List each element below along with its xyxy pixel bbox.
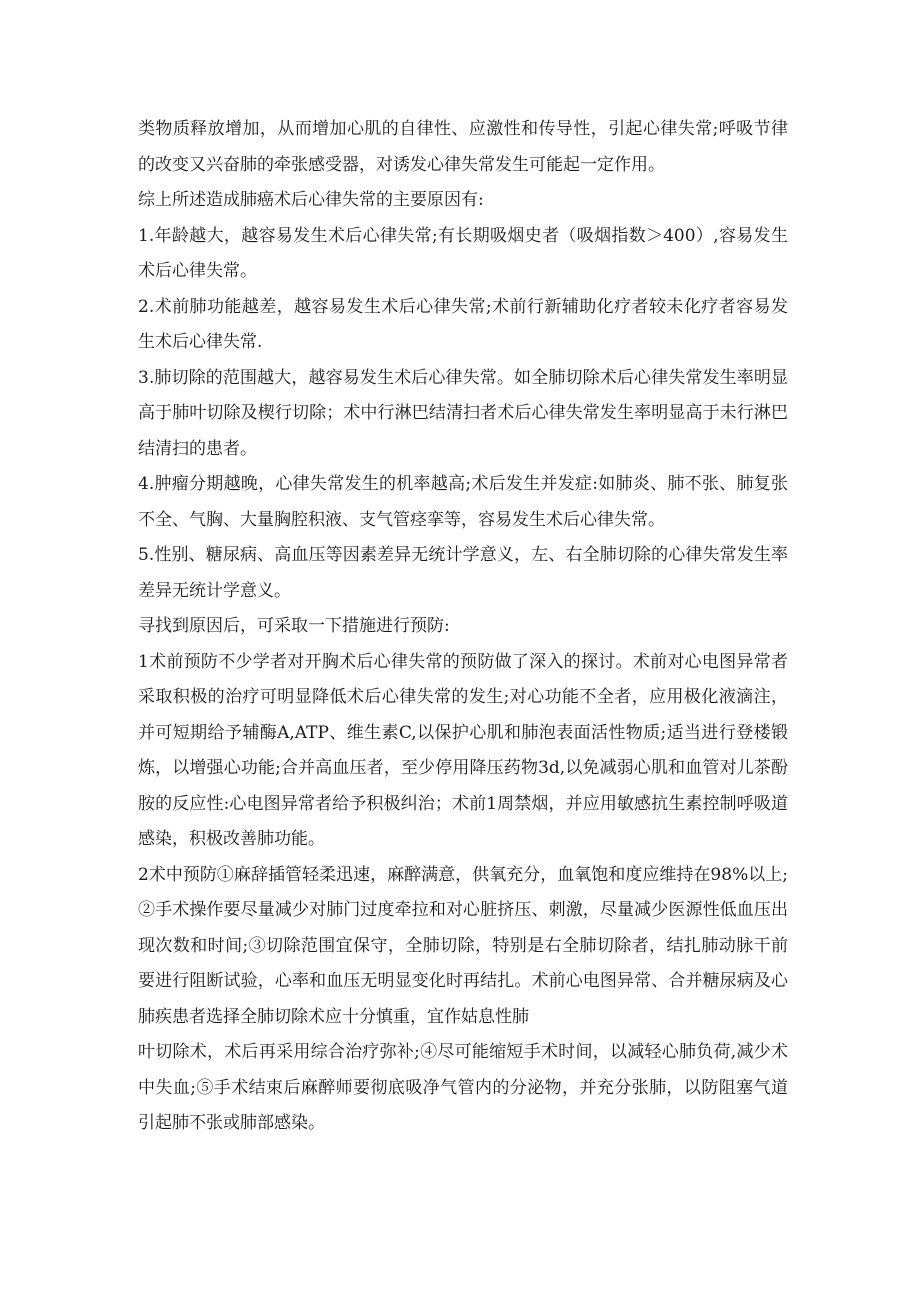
paragraph: 1术前预防不少学者对开胸术后心律失常的预防做了深入的探讨。术前对心电图异常者采取积极的治疗可明显降低术后心律失常的发生;对心功能不全者，应用极化液滴注，并可短期给予辅酶A,ATP、维生素C,以保护心肌和肺泡表面活性物质;适当进行登楼锻炼，以增强心功能;合并高血压者，至少停用降压药物3d,以免减弱心肌和血管对儿茶酚胺的反应性:心电图异常者给予积极纠治；术前1周禁烟，并应用敏感抗生素控制呼吸道感染，积极改善肺功能。 [138,651,788,849]
paragraph: 类物质释放增加，从而增加心肌的自律性、应激性和传导性，引起心律失常;呼吸节律的改变又兴奋肺的牵张感受器，对诱发心律失常发生可能起一定作用。 [138,119,788,175]
paragraph: 1.年龄越大，越容易发生术后心律失常;有长期吸烟史者（吸烟指数＞400）,容易发生术后心律失常。 [138,225,788,281]
document-page [138,112,788,1142]
paragraph: 4.肿瘤分期越晚，心律失常发生的机率越高;术后发生并发症:如肺炎、肺不张、肺复张不全、气胸、大量胸腔积液、支气管痉挛等，容易发生术后心律失常。 [138,474,788,530]
paragraph: 3.肺切除的范围越大，越容易发生术后心律失常。如全肺切除术后心律失常发生率明显高于肺叶切除及楔行切除；术中行淋巴结清扫者术后心律失常发生率明显高于未行淋巴结清扫的患者。 [138,367,788,459]
paragraph: 综上所述造成肺癌术后心律失常的主要原因有: [138,190,484,210]
paragraph: 2.术前肺功能越差，越容易发生术后心律失常;术前行新辅助化疗者较未化疗者容易发生术后心律失常. [138,296,788,352]
paragraph: 叶切除术，术后再采用综合治疗弥补;④尽可能缩短手术时间，以减轻心肺负荷,减少术中失血;⑤手术结束后麻醉师要彻底吸净气管内的分泌物，并充分张肺，以防阻塞气道引起肺不张或肺部感染。 [138,1042,788,1133]
paragraph: 2术中预防①麻辞插管轻柔迅速，麻醉满意，供氧充分，血氧饱和度应维持在98%以上;②手术操作要尽量减少对肺门过度牵拉和对心脏挤压、刺激，尽量减少医源性低血压出现次数和时间;③切除范围宜保守，全肺切除，特别是右全肺切除者，结扎肺动脉干前要进行阻断试验，心率和血压无明显变化时再结扎。术前心电图异常、合并糖尿病及心肺疾患者选择全肺切除术应十分慎重，宜作姑息性肺 [138,864,788,1027]
paragraph: 5.性别、糖尿病、高血压等因素差异无统计学意义，左、右全肺切除的心律失常发生率差异无统计学意义。 [138,545,788,601]
paragraph: 寻找到原因后，可采取一下措施进行预防: [138,616,450,636]
